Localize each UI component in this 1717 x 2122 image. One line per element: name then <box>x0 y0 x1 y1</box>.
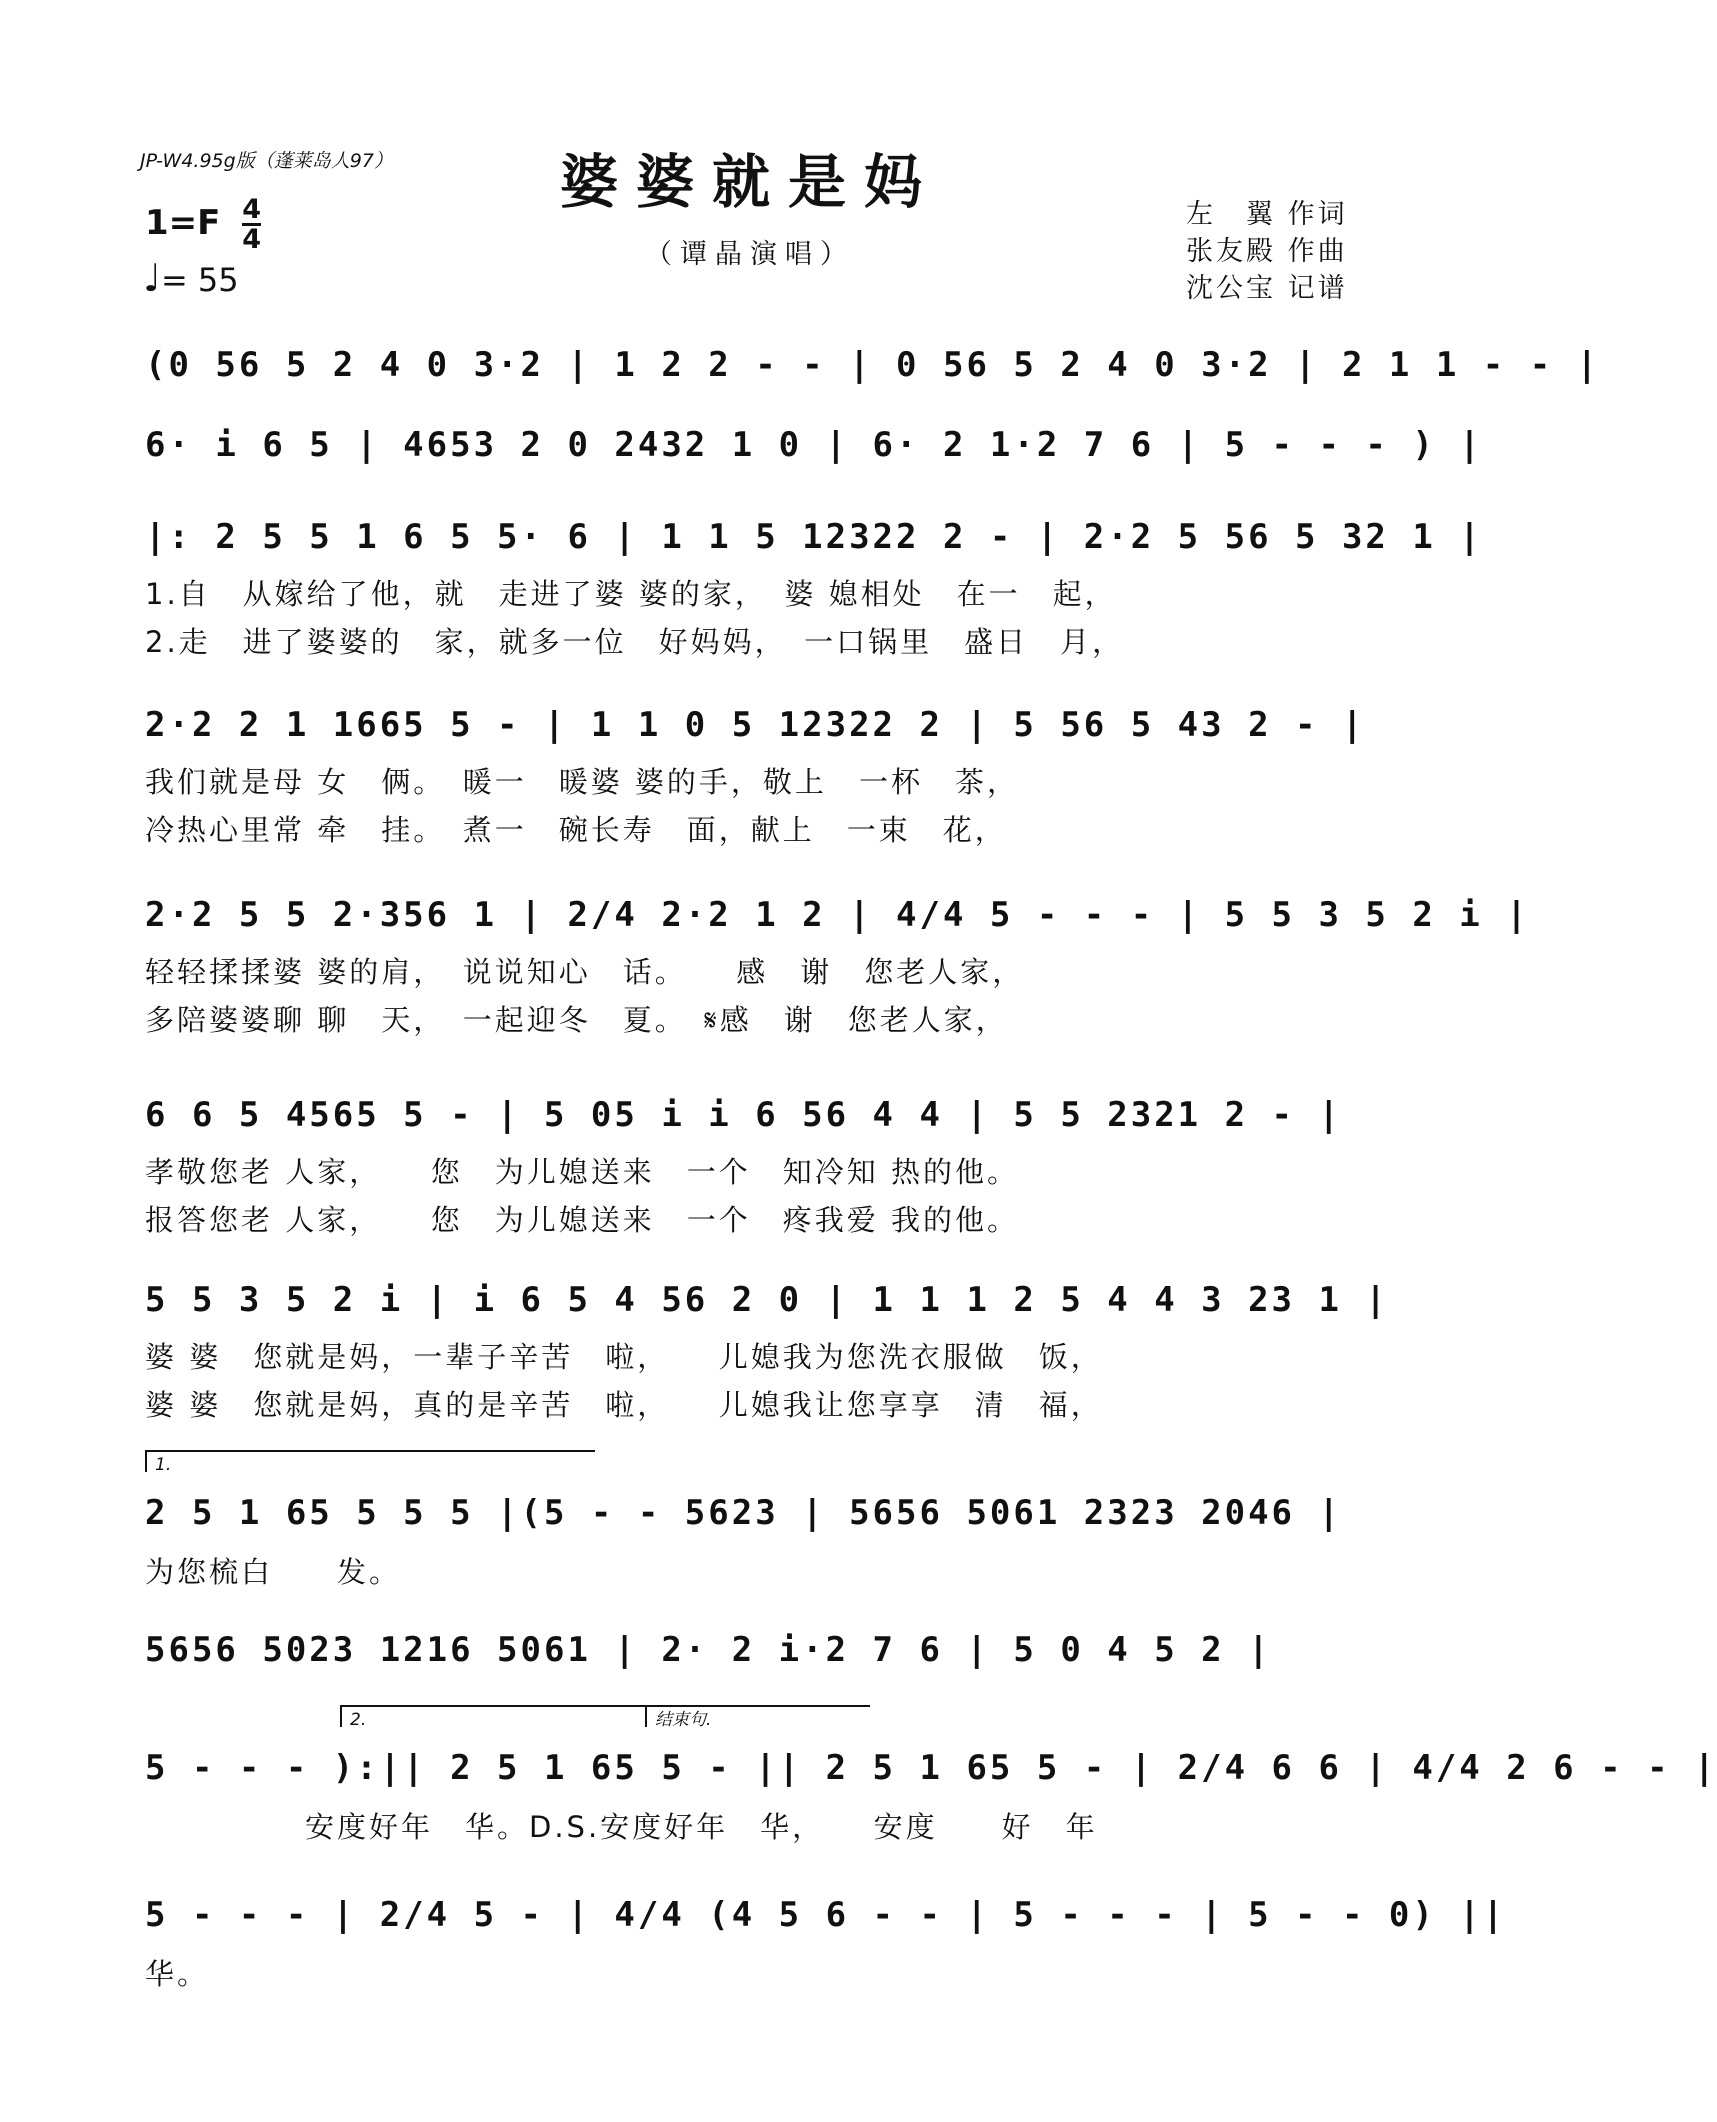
system-4 <box>145 690 1370 850</box>
notation-line: 5 - - - ):|| 2 5 1 65 5 - || 2 5 1 65 5 - | 2/4 6 6 | 4/4 2 6 - - | <box>145 1748 1717 1788</box>
system-3 <box>145 502 1483 662</box>
system-10 <box>145 1705 1717 1845</box>
notation-line: |: 2 5 5 1 6 5 5· 6 | 1 1 5 12322 2 - | 2·2 5 56 5 32 1 | <box>145 517 1483 557</box>
time-bottom: 4 <box>242 224 262 255</box>
lyric-line: 安度好年 华。D.S.安度好年 华， 安度 好 年 <box>145 1810 1098 1844</box>
lyric-verse-2: 多陪婆婆聊 聊 天， 一起迎冬 夏。 𝄋感 谢 您老人家， <box>145 1003 1008 1037</box>
lyric-verse-1: 孝敬您老 人家， 您 为儿媳送来 一个 知冷知 热的他。 <box>145 1155 1019 1189</box>
system-11 <box>145 1880 1507 2020</box>
transcriber: 沈公宝 记谱 <box>1186 273 1348 304</box>
tempo-value: = 55 <box>160 261 239 299</box>
lyric-line: 华。 <box>145 1957 210 1991</box>
notation-line: 6 6 5 4565 5 - | 5 05 i i 6 56 4 4 | 5 5 2321 2 - | <box>145 1095 1342 1135</box>
lyric-verse-2: 报答您老 人家， 您 为儿媳送来 一个 疼我爱 我的他。 <box>145 1203 1019 1237</box>
system-8 <box>145 1450 1370 1590</box>
notation-line: 5 5 3 5 2 i | i 6 5 4 56 2 0 | 1 1 1 2 5 4 4 3 23 1 | <box>145 1280 1389 1320</box>
system-9 <box>145 1615 1370 1685</box>
lyric-verse-2: 冷热心里常 牵 挂。 煮一 碗长寿 面，献上 一束 花， <box>145 813 1007 847</box>
lyric-verse-1: 我们就是母 女 俩。 暖一 暖婆 婆的手，敬上 一杯 茶， <box>145 765 1019 799</box>
notation-line: 6· i 6 5 | 4653 2 0 2432 1 0 | 6· 2 1·2 7 6 | 5 - - - ) | <box>145 425 1483 465</box>
system-6 <box>145 1080 1370 1240</box>
notation-line: 2·2 5 5 2·356 1 | 2/4 2·2 1 2 | 4/4 5 - - - | 5 5 3 5 2 i | <box>145 895 1530 935</box>
volta-2: 2. <box>340 1705 680 1727</box>
lyric-verse-2: 婆 婆 您就是妈，真的是辛苦 啦， 儿媳我让您享享 清 福， <box>145 1388 1103 1422</box>
volta-1: 1. <box>145 1450 595 1472</box>
lyric-verse-1: 1.自 从嫁给了他，就 走进了婆 婆的家， 婆 媳相处 在一 起， <box>145 577 1117 611</box>
quarter-note-icon: ♩ <box>143 256 161 300</box>
system-2 <box>145 410 1483 480</box>
credits <box>1186 196 1348 307</box>
lyric-verse-1: 婆 婆 您就是妈，一辈子辛苦 啦， 儿媳我为您洗衣服做 饭， <box>145 1340 1103 1374</box>
notation-line: (0 56 5 2 4 0 3·2 | 1 2 2 - - | 0 56 5 2 4 0 3·2 | 2 1 1 - - | <box>145 345 1601 385</box>
version-tag: JP-W4.95g版（蓬莱岛人97） <box>140 150 393 172</box>
lyric-verse-2: 2.走 进了婆婆的 家，就多一位 好妈妈， 一口锅里 盛日 月， <box>145 625 1125 659</box>
lyric-verse-1: 轻轻揉揉婆 婆的肩， 说说知心 话。 感 谢 您老人家， <box>145 955 1025 989</box>
system-7 <box>145 1265 1389 1425</box>
composer: 张友殿 作曲 <box>1186 236 1348 267</box>
tempo <box>143 256 239 300</box>
ending-phrase-label: 结束句. <box>645 1705 870 1727</box>
system-1 <box>145 330 1601 400</box>
time-signature <box>242 196 261 253</box>
lyricist: 左 翼 作词 <box>1186 199 1348 230</box>
time-top: 4 <box>242 194 262 225</box>
performer: （谭晶演唱） <box>645 239 855 270</box>
notation-line: 5656 5023 1216 5061 | 2· 2 i·2 7 6 | 5 0 4 5 2 | <box>145 1630 1272 1670</box>
notation-line: 5 - - - | 2/4 5 - | 4/4 (4 5 6 - - | 5 - - - | 5 - - 0) || <box>145 1895 1507 1935</box>
song-title: 婆婆就是妈 <box>559 148 940 216</box>
system-5 <box>145 880 1530 1040</box>
key-signature <box>145 196 261 253</box>
lyric-line: 为您梳白 发。 <box>145 1555 402 1589</box>
notation-line: 2 5 1 65 5 5 5 |(5 - - 5623 | 5656 5061 2323 2046 | <box>145 1493 1342 1533</box>
key-label: 1=F <box>145 203 221 243</box>
notation-line: 2·2 2 1 1665 5 - | 1 1 0 5 12322 2 | 5 56 5 43 2 - | <box>145 705 1366 745</box>
